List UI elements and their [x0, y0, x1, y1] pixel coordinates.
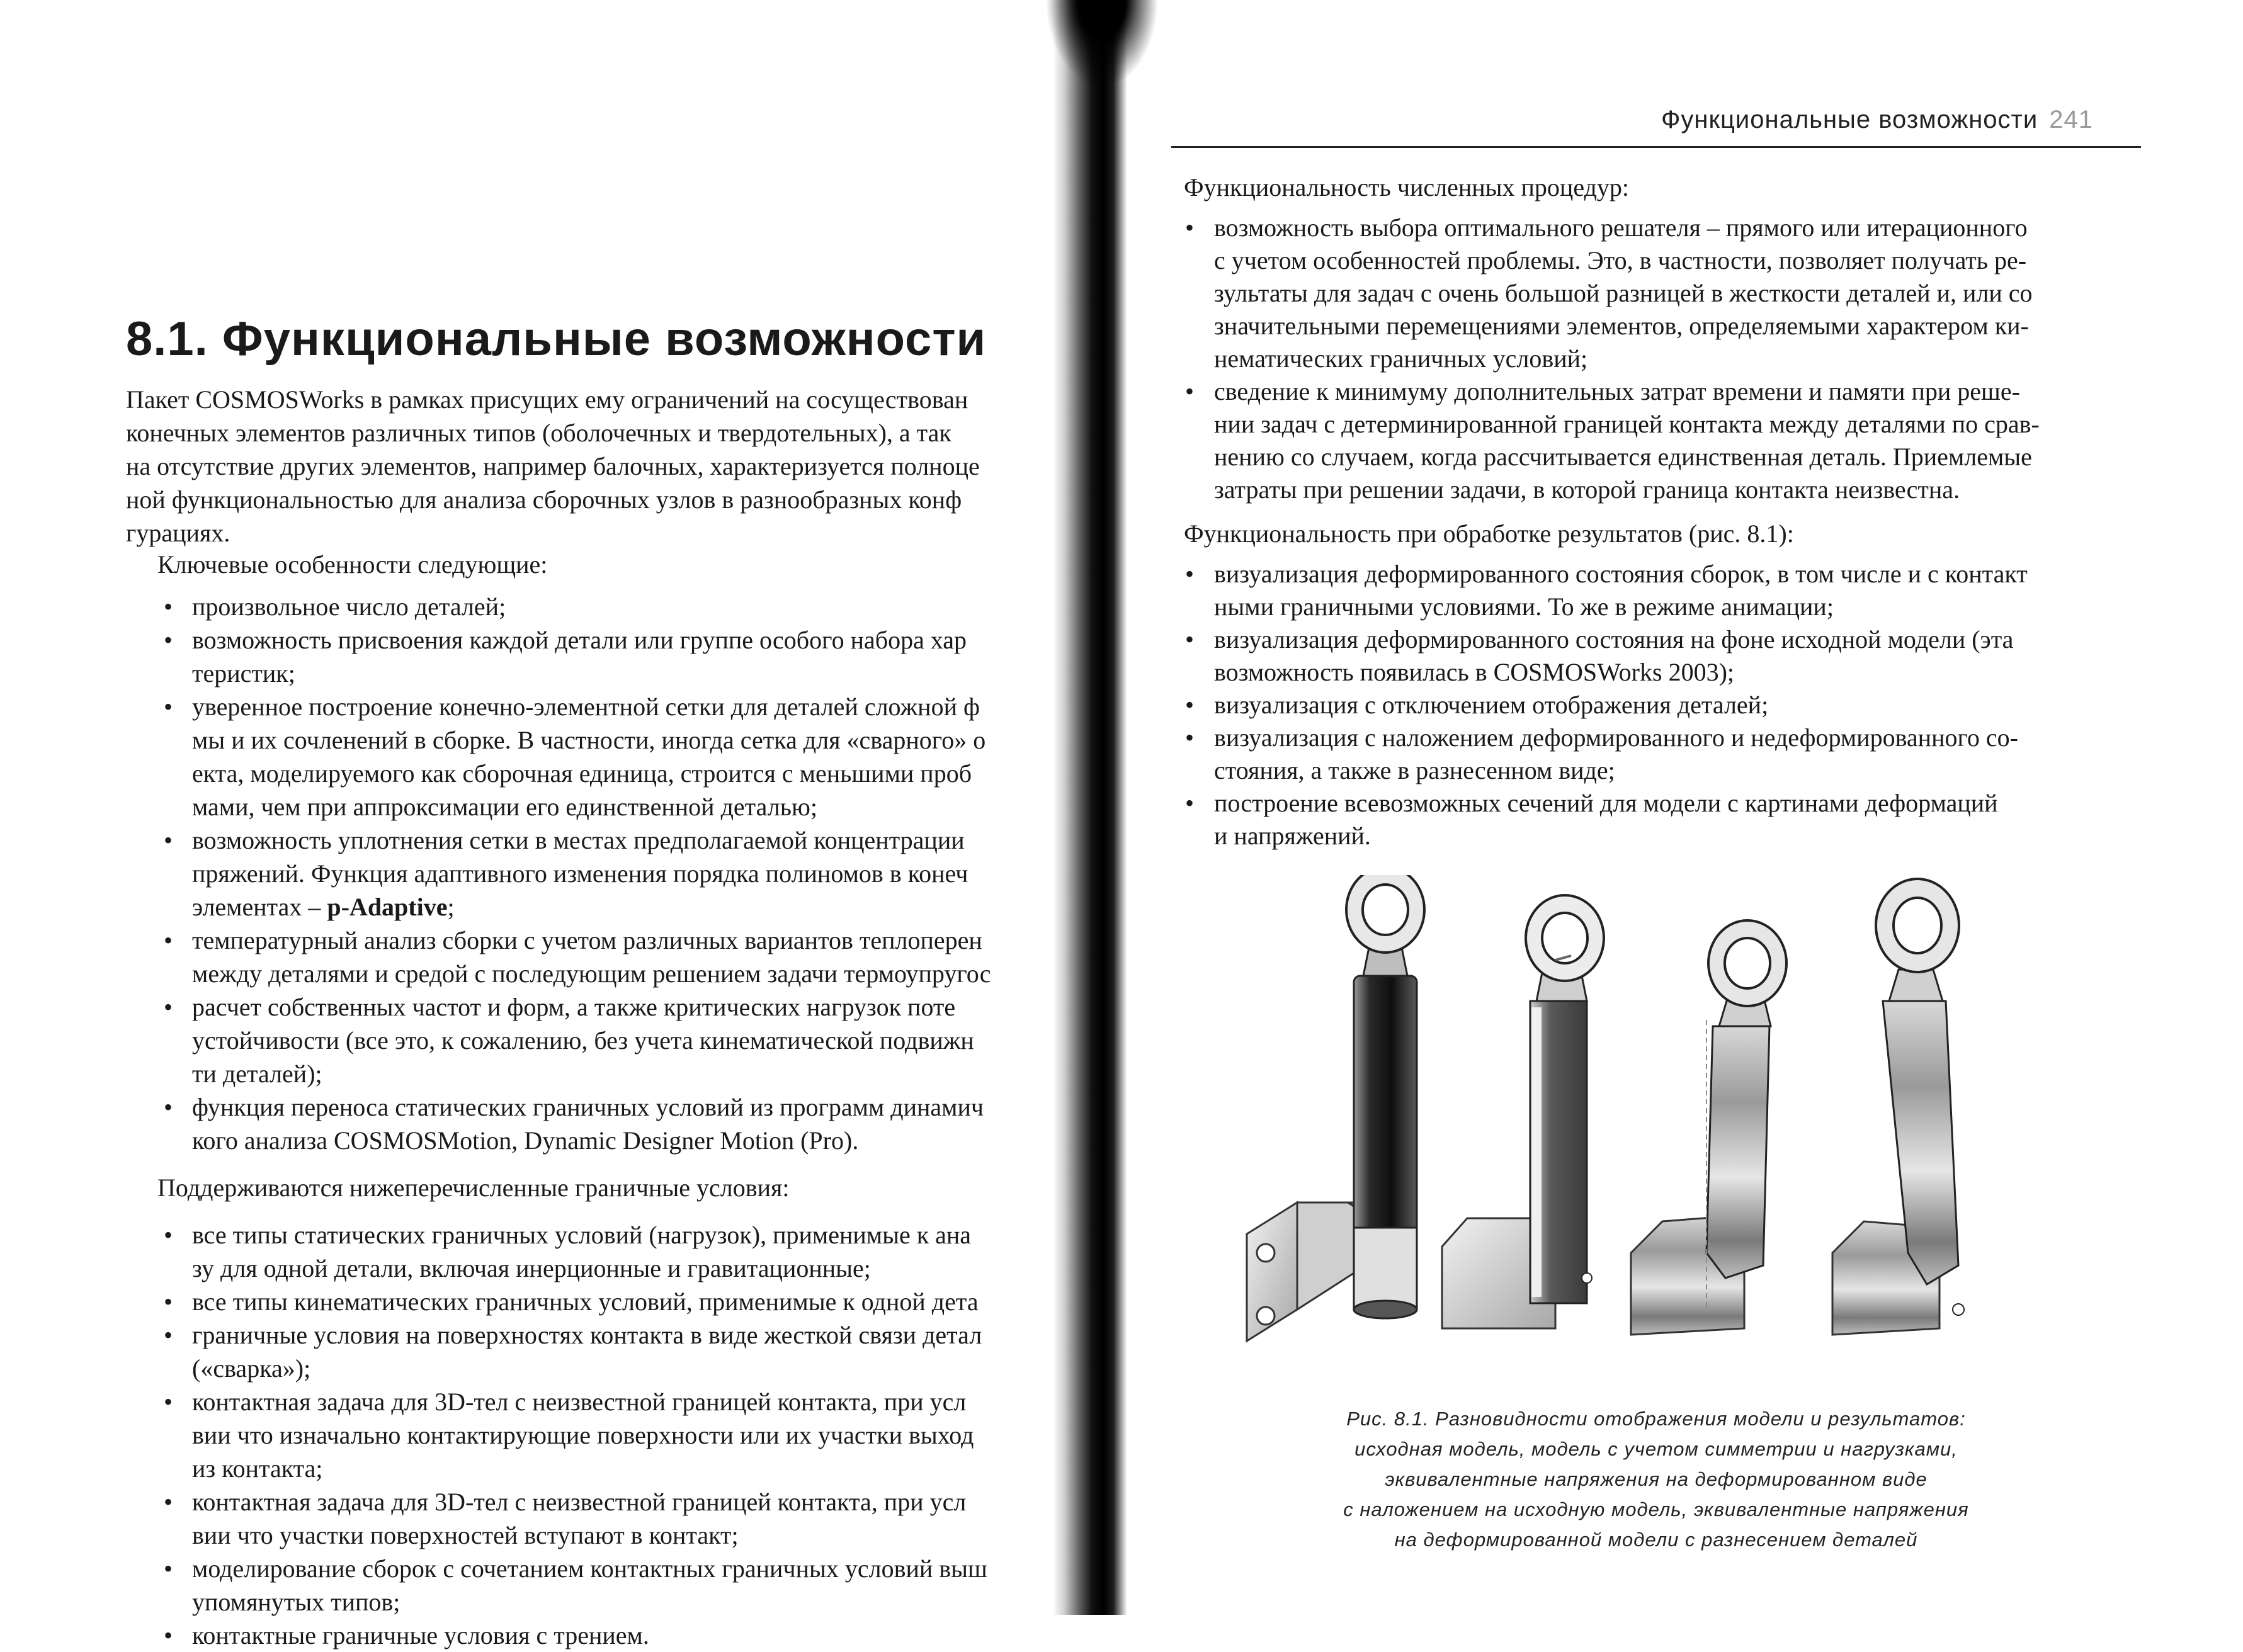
header-rule [1171, 146, 2141, 148]
intro-line: на отсутствие других элементов, например балочных, характеризуется полноце [126, 452, 980, 480]
feature-item-line: екта, моделируемого как сборочная единица, строится с меньшими проб [192, 759, 972, 788]
feature-item-line [192, 890, 991, 924]
features-intro: Ключевые особенности следующие: [157, 550, 548, 579]
results-item-line: • визуализация деформированного состояния на фоне исходной модели (эта [1214, 625, 2014, 653]
numeric-item [1184, 375, 2040, 506]
numeric-item-line: • возможность выбора оптимального решателя – прямого или итерационного [1214, 213, 2028, 242]
figure-caption [1228, 1404, 2084, 1555]
running-head-title: Функциональные возможности [1661, 106, 2038, 133]
boundary-item [126, 1285, 991, 1318]
text-prefix: элементах – [192, 893, 327, 921]
model-stress-exploded [1832, 879, 1964, 1335]
feature-item-line: устойчивости (все это, к сожалению, без учета кинематической подвижн [192, 1026, 974, 1055]
intro-line: ной функциональностью для анализа сборочных узлов в разнообразных конф [126, 485, 962, 514]
boundary-intro: Поддерживаются нижеперечисленные граничные условия: [157, 1174, 790, 1202]
results-item-line: • визуализация с отключением отображения деталей; [1214, 691, 1769, 719]
numeric-item-line: нематических граничных условий; [1214, 344, 1588, 373]
boundary-item-line: • все типы статических граничных условий (нагрузок), применимые к ана [192, 1221, 972, 1249]
numeric-item-line: зультаты для задач с очень большой разницей в жесткости деталей и, или со [1214, 279, 2033, 307]
numeric-item-line: • сведение к минимуму дополнительных затрат времени и памяти при реше- [1214, 377, 2020, 405]
numeric-item-line: затраты при решении задачи, в которой граница контакта неизвестна. [1214, 475, 1960, 504]
boundary-item [126, 1318, 991, 1385]
results-item [1184, 558, 2040, 623]
boundary-item-line: • контактная задача для 3D-тел с неизвестной границей контакта, при усл [192, 1488, 967, 1516]
results-item-line: • визуализация с наложением деформированного и недеформированного со- [1214, 723, 2018, 752]
feature-item [126, 590, 991, 623]
intro-lines [126, 383, 980, 550]
figure-8-1-drawing [1228, 875, 2021, 1372]
chapter-heading: 8.1. Функциональные возможности [126, 312, 987, 366]
boundary-conditions-list [126, 1218, 991, 1652]
feature-item-line: пряжений. Функция адаптивного изменения порядка полиномов в конеч [192, 859, 968, 888]
intro-paragraph [126, 383, 980, 550]
feature-item [126, 990, 991, 1090]
results-item-line: возможность появилась в COSMOSWorks 2003); [1214, 658, 1734, 686]
results-item-line: стояния, а также в разнесенном виде; [1214, 756, 1615, 784]
boundary-item-line: вии что изначально контактирующие поверхности или их участки выход [192, 1421, 974, 1449]
running-head [1661, 106, 2093, 134]
results-item [1184, 721, 2040, 787]
feature-item [126, 890, 991, 924]
feature-item [126, 823, 991, 890]
intro-line: конечных элементов различных типов (оболочечных и твердотельных), а так [126, 419, 951, 447]
features-list [126, 590, 991, 1157]
feature-item-line: • возможность уплотнения сетки в местах предполагаемой концентрации [192, 826, 965, 854]
bold-term: p-Adaptive [327, 893, 448, 921]
boundary-item [126, 1385, 991, 1485]
page-number: 241 [2049, 106, 2093, 133]
feature-item [126, 690, 991, 823]
figure-8-1 [1228, 875, 2021, 1372]
caption-line: с наложением на исходную модель, эквивалентные напряжения [1343, 1498, 1969, 1520]
results-item-line: • построение всевозможных сечений для модели с картинами деформаций [1214, 789, 1998, 817]
feature-item-line: • уверенное построение конечно-элементной сетки для деталей сложной ф [192, 693, 980, 721]
boundary-item-line: зу для одной детали, включая инерционные и гравитационные; [192, 1254, 871, 1282]
caption-line: исходная модель, модель с учетом симметрии и нагрузками, [1354, 1438, 1958, 1460]
feature-item-line: ти деталей); [192, 1060, 322, 1088]
feature-item-line: • функция переноса статических граничных условий из программ динамич [192, 1093, 984, 1121]
results-intro: Функциональность при обработке результатов (рис. 8.1): [1184, 519, 1794, 548]
boundary-item [126, 1218, 991, 1285]
results-processing-list [1184, 558, 2040, 852]
feature-item-line: • возможность присвоения каждой детали или группе особого набора хар [192, 626, 967, 654]
boundary-item-line: • контактные граничные условия с трением. [192, 1621, 649, 1649]
results-item-line: • визуализация деформированного состояния сборок, в том числе и с контакт [1214, 560, 2028, 588]
results-item [1184, 689, 2040, 721]
intro-line: гурациях. [126, 519, 230, 547]
feature-item-line: • расчет собственных частот и форм, а также критических нагрузок поте [192, 993, 956, 1021]
feature-item-line: кого анализа COSMOSMotion, Dynamic Designer Motion (Pro). [192, 1126, 859, 1155]
feature-item-line: между деталями и средой с последующим решением задачи термоупругос [192, 959, 991, 988]
results-item [1184, 787, 2040, 852]
left-body [126, 548, 991, 1652]
boundary-item-line: из контакта; [192, 1454, 323, 1483]
numeric-item-line: нии задач с детерминированной границей контакта между деталями по срав- [1214, 410, 2040, 438]
book-gutter-shadow [1053, 0, 1127, 1615]
boundary-item-line: упомянутых типов; [192, 1588, 400, 1616]
model-symmetry-loads [1442, 895, 1604, 1328]
feature-item-line: • температурный анализ сборки с учетом различных вариантов теплоперен [192, 926, 982, 954]
boundary-item-line: («сварка»); [192, 1354, 311, 1383]
boundary-item-line: • контактная задача для 3D-тел с неизвестной границей контакта, при усл [192, 1388, 967, 1416]
feature-item [126, 924, 991, 990]
results-item-line: и напряжений. [1214, 822, 1371, 850]
feature-item-line: мами, чем при аппроксимации его единственной деталью; [192, 793, 817, 821]
model-stress-overlay [1631, 920, 1786, 1335]
caption-line: на деформированной модели с разнесением деталей [1394, 1529, 1918, 1551]
boundary-item [126, 1485, 991, 1552]
numeric-item [1184, 212, 2040, 375]
numeric-item-line: с учетом особенностей проблемы. Это, в частности, позволяет получать ре- [1214, 246, 2027, 274]
feature-item [126, 1090, 991, 1157]
model-original [1247, 875, 1424, 1341]
numeric-item-line: нению со случаем, когда рассчитывается единственная деталь. Приемлемые [1214, 443, 2032, 471]
numeric-procedures-list [1184, 212, 2040, 506]
caption-line: эквивалентные напряжения на деформированном виде [1385, 1468, 1928, 1490]
boundary-item-line: • все типы кинематических граничных условий, применимые к одной дета [192, 1287, 979, 1316]
numeric-intro: Функциональность численных процедур: [1184, 173, 1630, 201]
intro-line: Пакет COSMOSWorks в рамках присущих ему ограничений на сосуществован [126, 385, 968, 414]
boundary-item [126, 1619, 991, 1652]
boundary-item-line: вии что участки поверхностей вступают в контакт; [192, 1521, 739, 1549]
feature-item-line: • произвольное число деталей; [192, 592, 506, 621]
results-item-line: ными граничными условиями. То же в режиме анимации; [1214, 592, 1834, 621]
boundary-item [126, 1552, 991, 1619]
text-suffix: ; [447, 893, 455, 921]
results-item [1184, 623, 2040, 689]
feature-item [126, 623, 991, 690]
right-body [1184, 171, 2040, 852]
feature-item-line: теристик; [192, 659, 295, 687]
feature-item-line: мы и их сочленений в сборке. В частности, иногда сетка для «сварного» о [192, 726, 986, 754]
numeric-item-line: значительными перемещениями элементов, определяемыми характером ки- [1214, 312, 2029, 340]
caption-line: Рис. 8.1. Разновидности отображения модели и результатов: [1346, 1408, 1966, 1430]
boundary-item-line: • моделирование сборок с сочетанием контактных граничных условий выш [192, 1554, 987, 1583]
boundary-item-line: • граничные условия на поверхностях контакта в виде жесткой связи детал [192, 1321, 982, 1349]
